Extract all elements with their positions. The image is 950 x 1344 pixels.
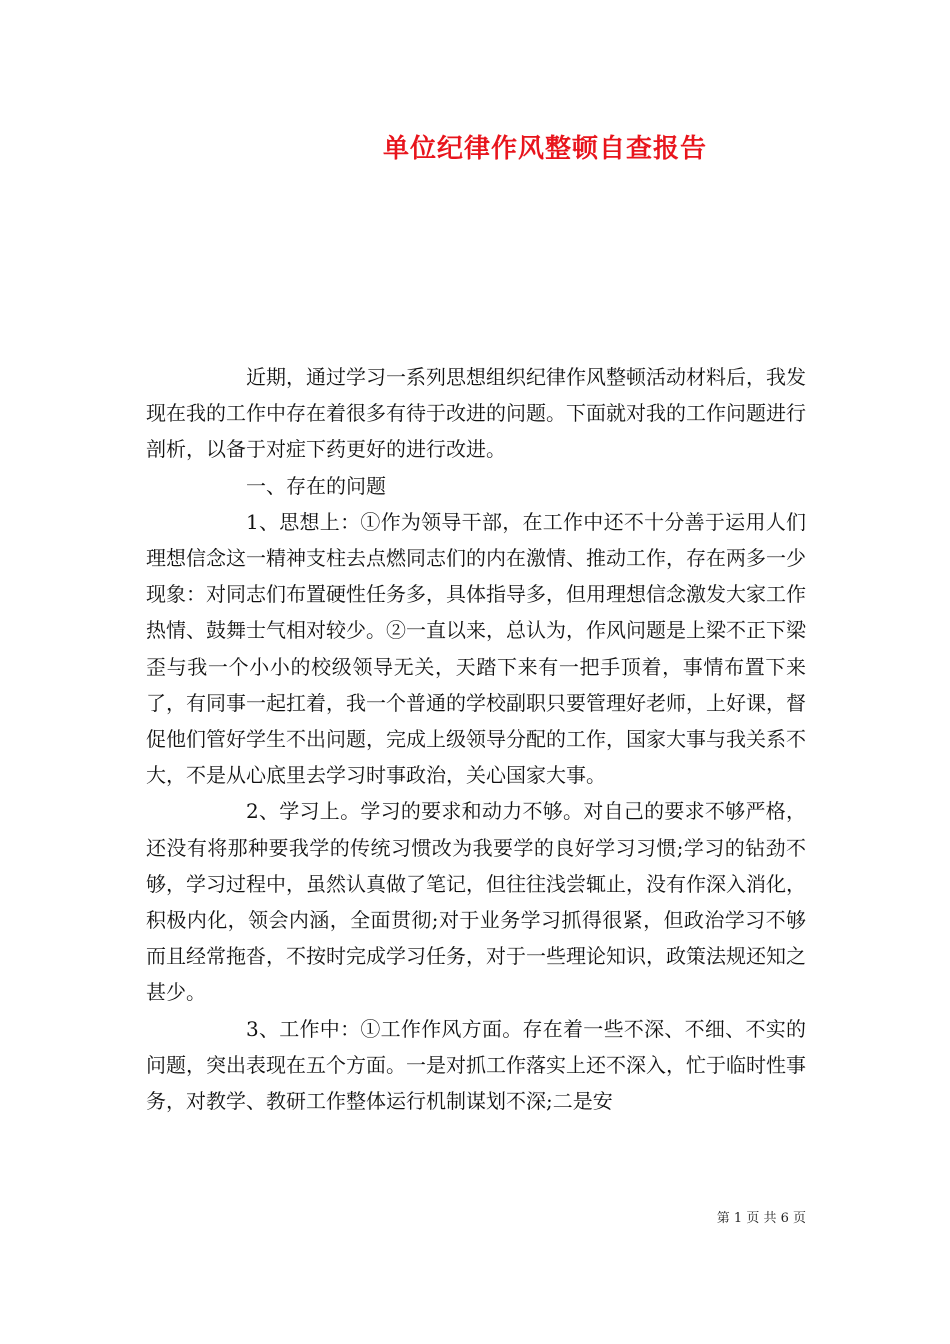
document-title: 单位纪律作风整顿自查报告 xyxy=(382,134,707,164)
study-paragraph: 2、学习上。学习的要求和动力不够。对自己的要求不够严格，还没有将那种要我学的传统习惯改为我要学的良好学习习惯;学习的钻劲不够，学习过程中，虽然认真做了笔记，但往往浅尝辄止，没有作深入消化，积极内化，领会内涵，全面贯彻;对于业务学习抓得很紧，但政治学习不够而且经常拖沓，不按时完成学习任务，对于一些理论知识，政策法规还知之甚少。 xyxy=(146,799,806,1005)
thinking-paragraph: 1、思想上：①作为领导干部，在工作中还不十分善于运用人们理想信念这一精神支柱去点燃同志们的内在激情、推动工作，存在两多一少现象：对同志们布置硬性任务多，具体指导多，但用理想信念激发大家工作热情、鼓舞士气相对较少。②一直以来，总认为，作风问题是上梁不正下梁歪与我一个小小的校级领导无关，天踏下来有一把手顶着，事情布置下来了，有同事一起扛着，我一个普通的学校副职只要管理好老师，上好课，督促他们管好学生不出问题，完成上级领导分配的工作，国家大事与我关系不大，不是从心底里去学习时事政治，关心国家大事。 xyxy=(146,509,806,788)
page-number: 第 1 页 共 6 页 xyxy=(716,1211,806,1226)
section-heading: 一、存在的问题 xyxy=(246,473,386,498)
intro-paragraph: 近期，通过学习一系列思想组织纪律作风整顿活动材料后，我发现在我的工作中存在着很多有待于改进的问题。下面就对我的工作问题进行剖析，以备于对症下药更好的进行改进。 xyxy=(146,365,806,462)
work-paragraph: 3、工作中：①工作作风方面。存在着一些不深、不细、不实的问题，突出表现在五个方面。一是对抓工作落实上还不深入，忙于临时性事务，对教学、教研工作整体运行机制谋划不深;二是安 xyxy=(146,1016,806,1114)
document-body xyxy=(146,359,806,1119)
